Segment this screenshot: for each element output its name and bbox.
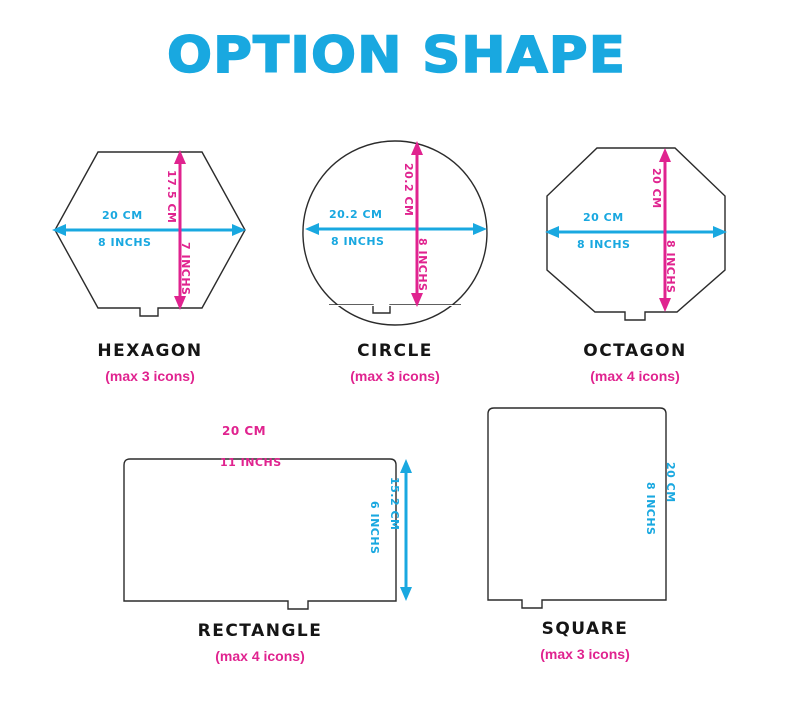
rectangle-height-cm: 15.2 CM — [388, 477, 401, 531]
rectangle-height-inch: 6 INCHS — [368, 501, 381, 555]
hexagon-caption — [40, 341, 260, 384]
octagon-figure — [525, 128, 745, 335]
circle-width-cm: 20.2 CM — [329, 208, 383, 221]
hexagon-icon-limit: (max 3 icons) — [105, 368, 195, 384]
circle-figure — [285, 125, 505, 335]
rectangle-figure — [110, 425, 410, 615]
octagon-caption — [525, 341, 745, 384]
circle-width-inch: 8 INCHS — [331, 235, 385, 248]
octagon-outline-svg — [525, 128, 745, 335]
rectangle-height-arrow — [400, 459, 412, 601]
octagon-height-cm: 20 CM — [650, 168, 663, 209]
shape-card-hexagon — [40, 130, 260, 384]
circle-shape — [303, 141, 487, 325]
square-shape — [488, 408, 666, 608]
shape-card-circle — [285, 125, 505, 384]
hexagon-figure — [40, 130, 260, 335]
shape-card-octagon — [525, 128, 745, 384]
octagon-width-cm: 20 CM — [583, 211, 624, 224]
rectangle-width-cm: 20 CM — [222, 424, 267, 438]
octagon-height-inch: 8 INCHS — [664, 240, 677, 294]
hexagon-width-cm: 20 CM — [102, 209, 143, 222]
circle-icon-limit: (max 3 icons) — [350, 368, 440, 384]
square-label: SQUARE — [541, 619, 629, 639]
square-outline-svg — [470, 400, 700, 615]
rectangle-icon-limit: (max 4 icons) — [215, 648, 305, 664]
square-height-cm: 20 CM — [664, 462, 677, 503]
circle-height-inch: 8 INCHS — [416, 238, 429, 292]
rectangle-width-inch: 11 INCHS — [220, 456, 282, 469]
hexagon-shape — [55, 152, 245, 316]
rectangle-label: RECTANGLE — [197, 621, 323, 641]
hexagon-width-inch: 8 INCHS — [98, 236, 152, 249]
rectangle-caption — [110, 621, 410, 664]
circle-caption — [285, 341, 505, 384]
square-caption — [470, 619, 700, 662]
hexagon-height-inch: 7 INCHS — [179, 242, 192, 296]
square-figure — [470, 400, 700, 615]
hexagon-label: HEXAGON — [97, 341, 203, 361]
square-height-inch: 8 INCHS — [644, 482, 657, 536]
octagon-label: OCTAGON — [583, 341, 687, 361]
circle-label: CIRCLE — [357, 341, 433, 361]
circle-height-cm: 20.2 CM — [402, 163, 415, 217]
circle-outline-svg — [285, 125, 505, 335]
hexagon-outline-svg — [40, 130, 260, 335]
octagon-shape — [547, 148, 725, 320]
shape-card-square — [470, 400, 700, 662]
rectangle-outline-svg — [110, 425, 410, 615]
square-icon-limit: (max 3 icons) — [540, 646, 630, 662]
hexagon-height-cm: 17.5 CM — [165, 170, 178, 224]
page-title: OPTION SHAPE — [167, 26, 626, 84]
octagon-icon-limit: (max 4 icons) — [590, 368, 680, 384]
rectangle-shape — [124, 456, 396, 609]
octagon-width-inch: 8 INCHS — [577, 238, 631, 251]
shape-card-rectangle — [110, 425, 410, 664]
